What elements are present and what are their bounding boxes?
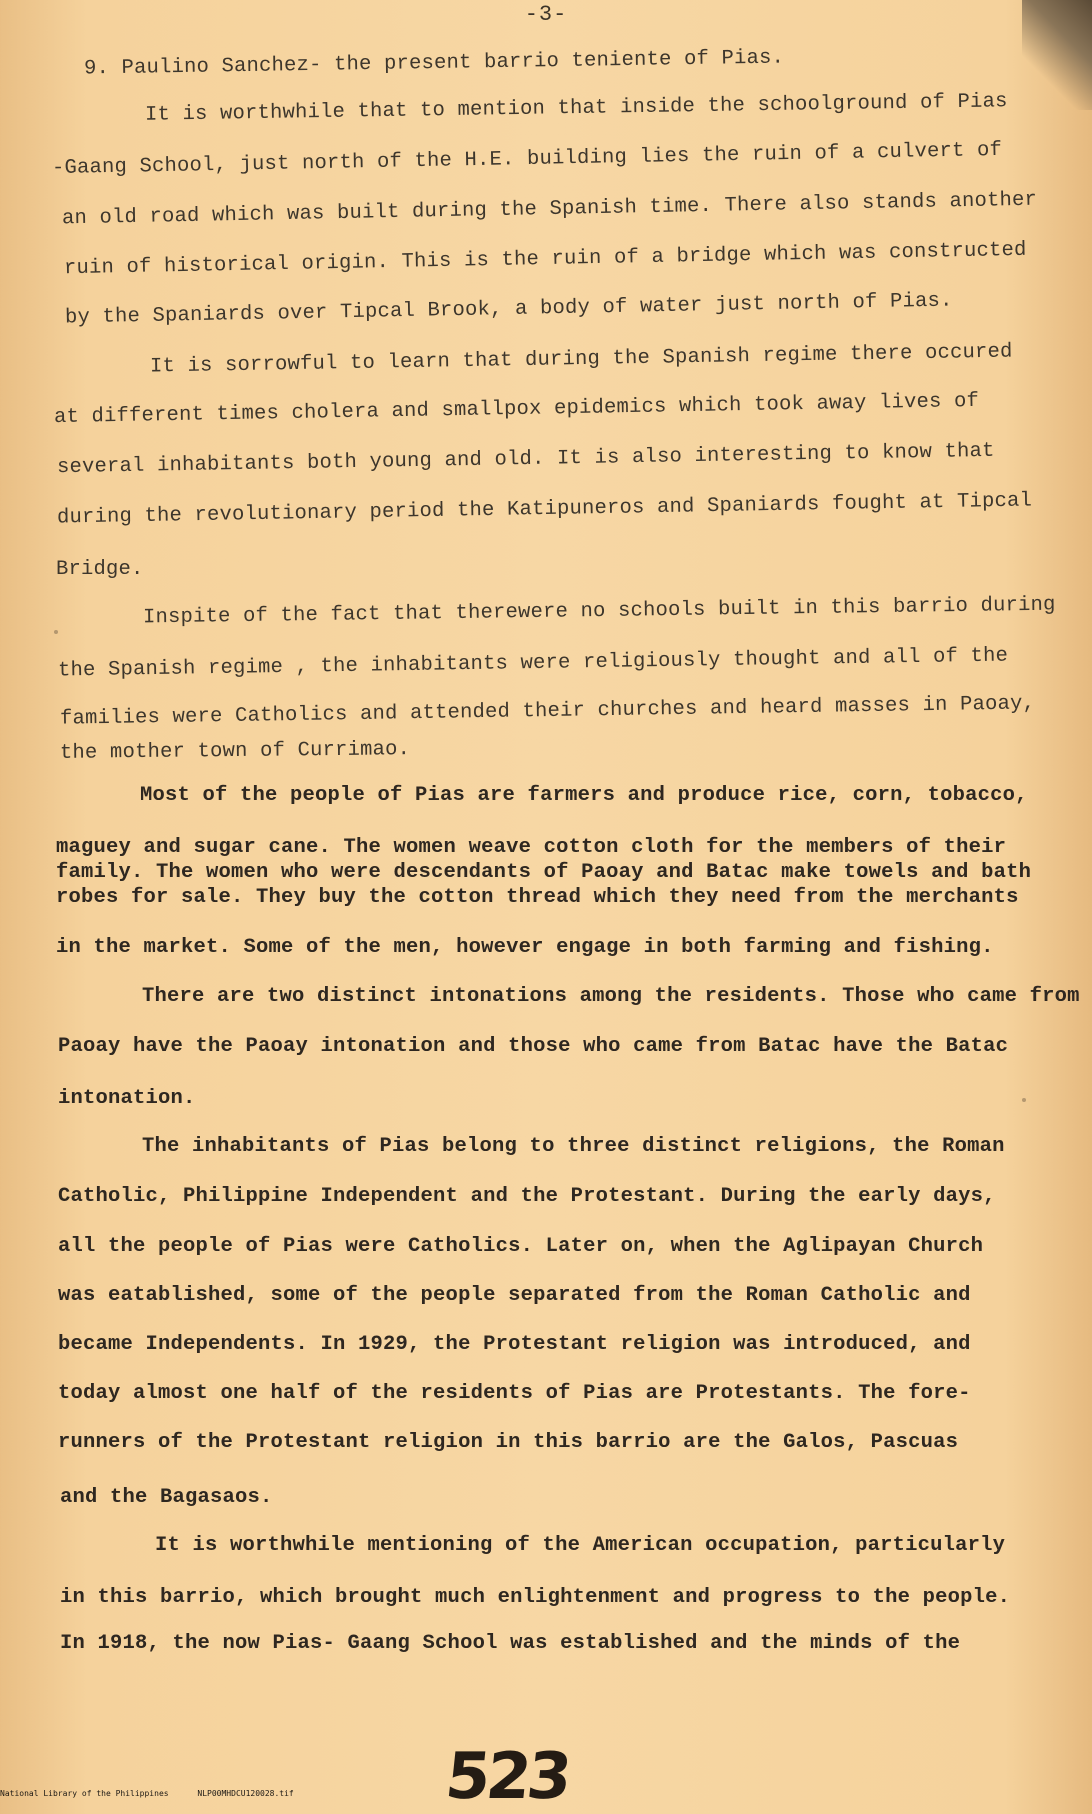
text-line: families were Catholics and attended their churches and heard masses in Paoay, (59, 692, 1036, 731)
text-line: It is sorrowful to learn that during the Spanish regime there occured (149, 340, 1013, 379)
text-line: Paoay have the Paoay intonation and those who came from Batac have the Batac (58, 1035, 1009, 1058)
text-line: maguey and sugar cane. The women weave cotton cloth for the members of their (56, 836, 1007, 859)
text-line: runners of the Protestant religion in this barrio are the Galos, Pascuas (58, 1431, 959, 1454)
paper-speck (54, 630, 58, 634)
text-line: all the people of Pias were Catholics. Later on, when the Aglipayan Church (58, 1235, 984, 1258)
text-line: There are two distinct intonations among the residents. Those who came from (142, 985, 1080, 1008)
text-line: during the revolutionary period the Katipuneros and Spaniards fought at Tipcal (56, 489, 1033, 530)
text-line: was eatablished, some of the people separated from the Roman Catholic and (58, 1284, 971, 1307)
text-line: Bridge. (56, 558, 144, 581)
text-line: It is worthwhile mentioning of the American occupation, particularly (155, 1534, 1006, 1557)
text-line: in this barrio, which brought much enlightenment and progress to the people. (60, 1586, 1011, 1609)
text-line: family. The women who were descendants of Paoay and Batac make towels and bath (56, 861, 1032, 884)
footer-library-name: National Library of the Philippines (0, 1789, 169, 1798)
text-line: became Independents. In 1929, the Protestant religion was introduced, and (58, 1333, 971, 1356)
page-number: -3- (524, 2, 568, 27)
text-line: -Gaang School, just north of the H.E. building lies the ruin of a culvert of (51, 138, 1003, 181)
text-line: today almost one half of the residents of Pias are Protestants. The fore- (58, 1382, 971, 1405)
text-line: and the Bagasaos. (60, 1486, 273, 1509)
text-line: Inspite of the fact that therewere no schools built in this barrio during (142, 593, 1056, 630)
text-line: the mother town of Currimao. (59, 738, 411, 765)
text-line: intonation. (58, 1087, 196, 1110)
footer-file-name: NLP00MHDCU120028.tif (197, 1789, 294, 1798)
text-line: several inhabitants both young and old. It is also interesting to know that (56, 439, 995, 480)
text-line: robes for sale. They buy the cotton thread which they need from the merchants (56, 886, 1019, 909)
text-line: It is worthwhile that to mention that inside the schoolground of Pias (144, 90, 1008, 127)
page-stamp-number: 523 (442, 1740, 572, 1814)
text-line: In 1918, the now Pias- Gaang School was established and the minds of the (60, 1632, 961, 1655)
archive-footer (0, 1789, 1092, 1798)
text-line: the Spanish regime , the inhabitants were religiously thought and all of the (57, 644, 1009, 683)
paper-speck (1022, 1098, 1026, 1102)
text-line: at different times cholera and smallpox epidemics which took away lives of (53, 389, 980, 430)
text-line: 9. Paulino Sanchez- the present barrio teniente of Pias. (83, 46, 785, 81)
text-line: an old road which was built during the Spanish time. There also stands another (61, 188, 1038, 231)
text-line: by the Spaniards over Tipcal Brook, a body of water just north of Pias. (64, 289, 953, 330)
text-line: The inhabitants of Pias belong to three distinct religions, the Roman (142, 1135, 1005, 1158)
text-line: ruin of historical origin. This is the ruin of a bridge which was constructed (63, 238, 1027, 281)
text-line: Catholic, Philippine Independent and the Protestant. During the early days, (58, 1185, 996, 1208)
text-line: in the market. Some of the men, however engage in both farming and fishing. (56, 936, 994, 959)
text-line: Most of the people of Pias are farmers and produce rice, corn, tobacco, (140, 784, 1028, 807)
